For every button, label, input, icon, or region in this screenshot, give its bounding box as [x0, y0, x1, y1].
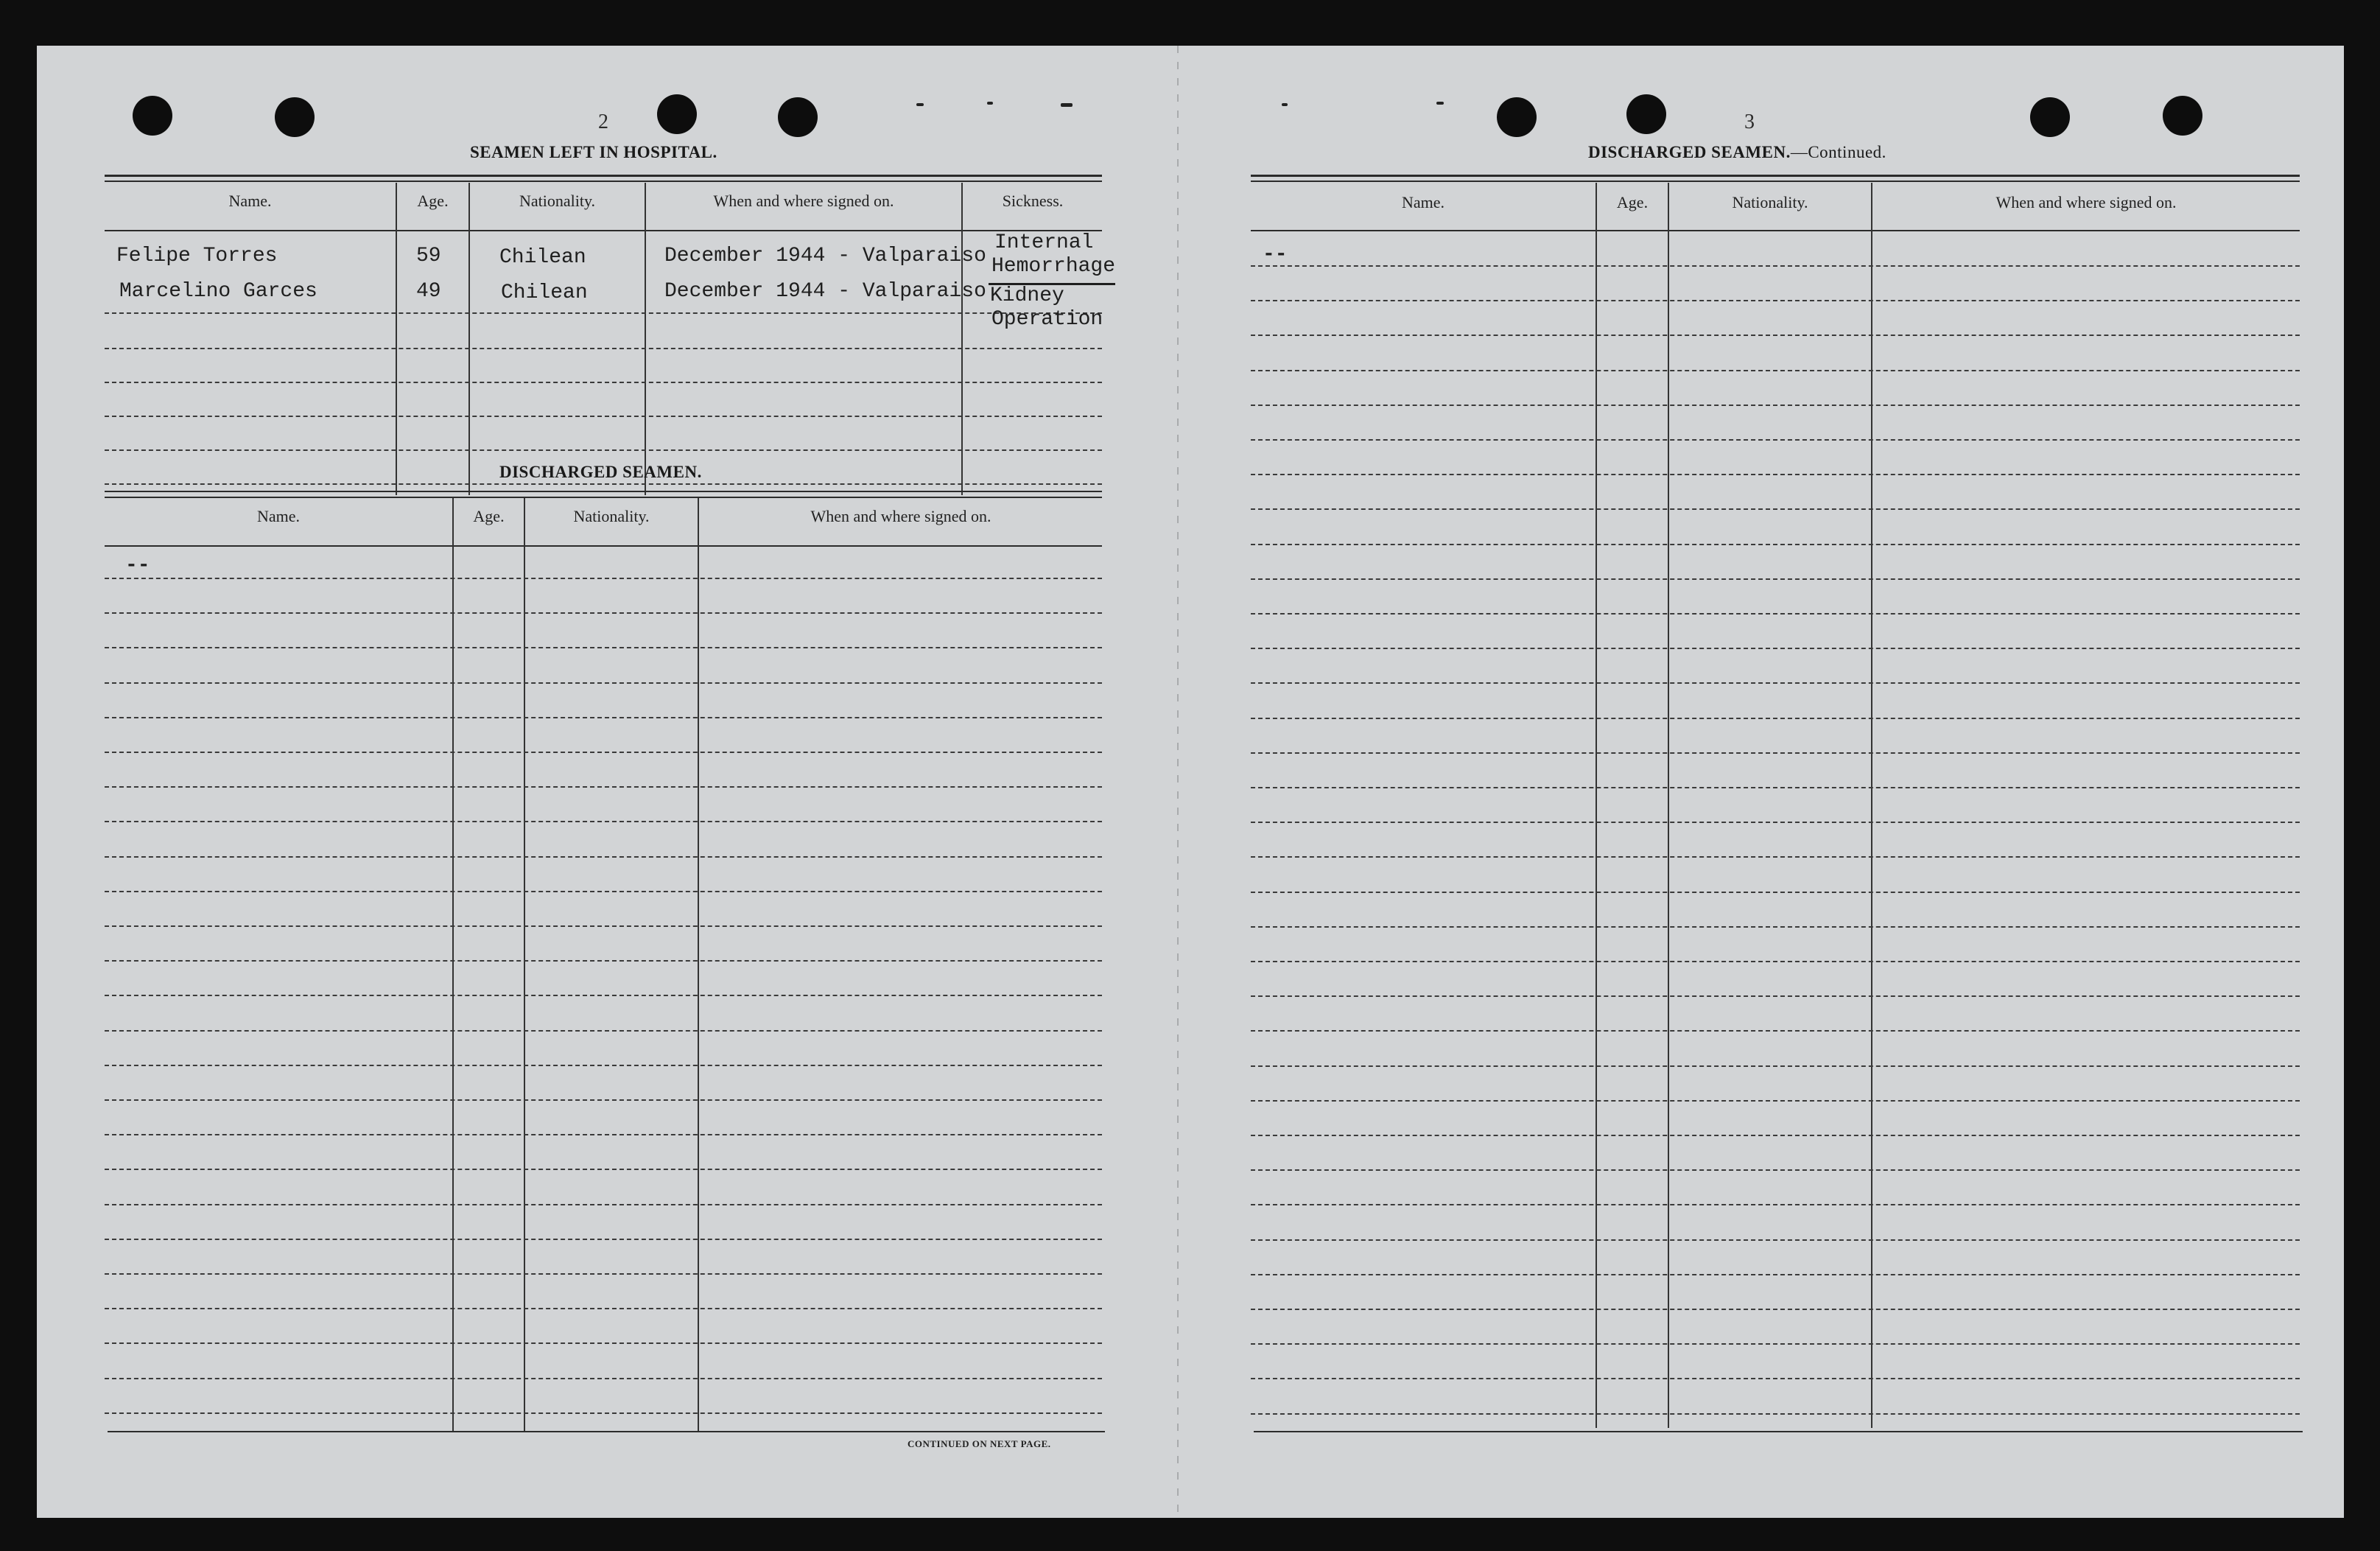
row-line	[105, 1169, 1102, 1170]
row-line	[105, 1204, 1102, 1205]
row-line	[105, 647, 1102, 648]
col-name-header: Name.	[256, 507, 301, 525]
page-number: 2	[598, 111, 608, 133]
row-line	[105, 612, 1102, 614]
col-name-header: Name.	[228, 192, 272, 210]
row-line	[105, 1099, 1102, 1101]
punch-hole	[657, 94, 697, 134]
ink-speck	[916, 103, 924, 106]
row-line	[1251, 1274, 2300, 1275]
row-line	[1251, 856, 2300, 858]
row-line	[105, 578, 1102, 579]
entry-nationality: Chilean	[501, 281, 588, 304]
col-age-header: Age.	[417, 192, 449, 210]
row-line	[1251, 892, 2300, 893]
punch-hole	[778, 97, 818, 137]
punch-hole	[133, 96, 172, 136]
row-line	[1251, 613, 2300, 615]
row-line	[105, 1378, 1102, 1379]
title-continued: —Continued.	[1790, 143, 1886, 161]
col-age-header: Age.	[1616, 193, 1649, 211]
entry-nationality: Chilean	[499, 246, 586, 269]
row-line	[105, 416, 1102, 417]
row-line	[1251, 682, 2300, 684]
row-line	[1251, 1100, 2300, 1102]
entry-sickness: Kidney	[990, 284, 1064, 307]
row-line	[1251, 961, 2300, 962]
col-signed-on-header: When and where signed on.	[1995, 193, 2177, 211]
column-divider	[645, 183, 646, 495]
row-line	[1251, 1378, 2300, 1379]
row-line	[1251, 1030, 2300, 1032]
table-top-rule	[105, 497, 1102, 498]
row-line	[1251, 439, 2300, 441]
empty-entry-marker: --	[125, 554, 150, 577]
discharged-section-title: DISCHARGED SEAMEN.	[499, 463, 702, 481]
row-line	[1251, 752, 2300, 754]
entry-sickness: Hemorrhage	[991, 255, 1116, 278]
row-line	[105, 925, 1102, 927]
punch-hole	[2163, 96, 2202, 136]
column-divider	[396, 183, 397, 495]
row-line	[105, 382, 1102, 383]
row-line	[105, 891, 1102, 892]
table-top-rule	[105, 175, 1102, 177]
hospital-section-title: SEAMEN LEFT IN HOSPITAL.	[470, 143, 717, 161]
ink-speck	[1436, 102, 1444, 105]
header-bottom-rule	[1251, 230, 2300, 231]
punch-hole	[1497, 97, 1537, 137]
continued-note: CONTINUED ON NEXT PAGE.	[908, 1438, 1051, 1449]
row-line	[1251, 300, 2300, 301]
row-line	[105, 449, 1102, 451]
col-sickness-header: Sickness.	[1002, 192, 1064, 210]
ink-speck	[1282, 103, 1288, 106]
table-bottom-rule	[1254, 1431, 2303, 1432]
row-line	[1251, 1065, 2300, 1067]
column-divider	[698, 498, 699, 1431]
row-line	[1251, 1343, 2300, 1345]
entry-signed-on: December 1944 - Valparaiso	[664, 245, 986, 267]
row-line	[105, 995, 1102, 996]
row-line	[1251, 544, 2300, 545]
column-divider	[468, 183, 470, 495]
row-line	[105, 717, 1102, 718]
row-line	[1251, 822, 2300, 823]
document-sheet	[37, 46, 2344, 1518]
table-top-rule	[1251, 175, 2300, 177]
row-line	[1251, 578, 2300, 580]
ink-speck	[1061, 103, 1073, 107]
row-line	[1251, 335, 2300, 336]
entry-age: 49	[416, 280, 441, 303]
row-line	[105, 856, 1102, 858]
row-line	[105, 312, 1102, 314]
entry-sickness: Operation	[991, 308, 1103, 331]
row-line	[1251, 787, 2300, 788]
entry-name: Marcelino Garces	[119, 280, 317, 303]
row-line	[1251, 995, 2300, 997]
row-line	[1251, 926, 2300, 928]
row-line	[1251, 1309, 2300, 1310]
row-line	[1251, 1135, 2300, 1136]
col-signed-on-header: When and where signed on.	[713, 192, 894, 210]
table-top-rule	[105, 491, 1102, 492]
column-divider	[961, 183, 963, 495]
entry-name: Felipe Torres	[116, 245, 278, 267]
col-nationality-header: Nationality.	[519, 192, 596, 210]
col-name-header: Name.	[1401, 193, 1445, 211]
col-nationality-header: Nationality.	[1732, 193, 1808, 211]
page-number: 3	[1744, 111, 1755, 133]
row-line	[105, 1308, 1102, 1309]
table-top-rule	[1251, 181, 2300, 182]
row-line	[1251, 718, 2300, 719]
row-line	[105, 1273, 1102, 1275]
row-line	[105, 1030, 1102, 1032]
row-line	[105, 786, 1102, 788]
title-main: DISCHARGED SEAMEN.	[1588, 143, 1791, 161]
row-line	[105, 821, 1102, 822]
row-line	[105, 348, 1102, 349]
table-top-rule	[105, 181, 1102, 182]
row-line	[105, 483, 1102, 485]
row-line	[1251, 648, 2300, 649]
row-line	[1251, 474, 2300, 475]
empty-entry-marker: --	[1263, 243, 1288, 266]
row-line	[1251, 1239, 2300, 1241]
row-line	[105, 752, 1102, 753]
entry-age: 59	[416, 245, 441, 267]
header-bottom-rule	[105, 545, 1102, 547]
column-divider	[452, 498, 454, 1431]
row-line	[105, 1065, 1102, 1066]
discharged-continued-title	[1588, 143, 1886, 162]
row-line	[1251, 265, 2300, 267]
column-divider	[524, 498, 525, 1431]
row-line	[1251, 1413, 2300, 1415]
entry-sickness: Internal	[994, 231, 1094, 254]
row-line	[1251, 370, 2300, 371]
col-signed-on-header: When and where signed on.	[810, 507, 991, 525]
punch-hole	[2030, 97, 2070, 137]
page-fold	[1177, 46, 1179, 1518]
punch-hole	[275, 97, 315, 137]
punch-hole	[1626, 94, 1666, 134]
row-line	[1251, 1169, 2300, 1171]
ink-speck	[987, 102, 993, 105]
row-line	[105, 1342, 1102, 1344]
row-line	[105, 1412, 1102, 1414]
table-bottom-rule	[108, 1431, 1105, 1432]
col-nationality-header: Nationality.	[573, 507, 650, 525]
row-line	[105, 1239, 1102, 1240]
row-line	[1251, 405, 2300, 406]
col-age-header: Age.	[473, 507, 505, 525]
row-line	[1251, 1204, 2300, 1205]
entry-signed-on: December 1944 - Valparaiso	[664, 280, 986, 303]
row-line	[105, 682, 1102, 684]
header-bottom-rule	[105, 230, 1102, 231]
row-line	[105, 1134, 1102, 1135]
row-line	[1251, 508, 2300, 510]
row-line	[105, 960, 1102, 962]
